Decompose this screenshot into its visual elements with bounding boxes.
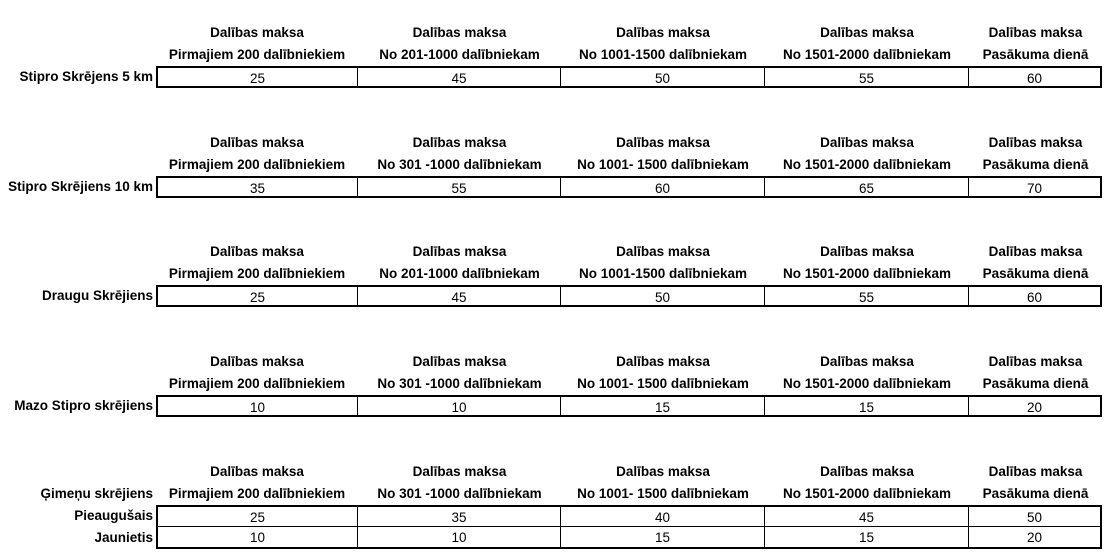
header-cell: No 301 -1000 dalībniekam bbox=[377, 376, 542, 391]
row-label: Pieaugušais bbox=[74, 508, 153, 523]
row-label: Stipro Skrējens 5 km bbox=[19, 69, 153, 84]
header-cell: Dalības maksa bbox=[210, 135, 304, 150]
price-cell[interactable]: 65 bbox=[765, 176, 969, 198]
row-label: Stipro Skrējiens 10 km bbox=[8, 179, 153, 194]
table-row bbox=[0, 176, 1108, 198]
header-cell: Pirmajiem 200 dalībniekiem bbox=[168, 157, 346, 172]
header-cell: Dalības maksa bbox=[988, 354, 1083, 369]
header-cell: Pasākuma dienā bbox=[982, 266, 1089, 281]
header-cell: Dalības maksa bbox=[988, 25, 1083, 40]
price-cell[interactable]: 55 bbox=[765, 285, 969, 307]
price-cell[interactable]: 50 bbox=[969, 505, 1102, 527]
header-cell: Dalības maksa bbox=[988, 464, 1083, 479]
header-cell: Dalības maksa bbox=[210, 244, 304, 259]
price-cell[interactable]: 10 bbox=[358, 395, 561, 417]
price-cell[interactable]: 55 bbox=[358, 176, 561, 198]
header-cell: Dalības maksa bbox=[988, 244, 1083, 259]
header-cell: No 201-1000 dalībniekam bbox=[379, 266, 540, 281]
header-cell: Dalības maksa bbox=[820, 354, 914, 369]
price-cell[interactable]: 25 bbox=[156, 505, 358, 527]
header-cell: Dalības maksa bbox=[616, 25, 710, 40]
header-cell: No 1001- 1500 dalībniekam bbox=[577, 376, 749, 391]
header-cell: Pirmajiem 200 dalībniekiem bbox=[168, 486, 346, 501]
price-cell[interactable]: 15 bbox=[765, 527, 969, 549]
header-cell: Dalības maksa bbox=[616, 464, 710, 479]
header-cell: Dalības maksa bbox=[988, 135, 1083, 150]
price-cell[interactable]: 25 bbox=[156, 285, 358, 307]
row-label: Jaunietis bbox=[94, 530, 153, 545]
header-cell: Dalības maksa bbox=[616, 135, 710, 150]
table-row bbox=[0, 395, 1108, 417]
price-cell[interactable]: 20 bbox=[969, 395, 1102, 417]
price-cell[interactable]: 70 bbox=[969, 176, 1102, 198]
header-cell: Dalības maksa bbox=[820, 244, 914, 259]
header-cell: No 1501-2000 dalībniekam bbox=[782, 47, 952, 62]
header-cell: No 1001- 1500 dalībniekam bbox=[577, 486, 749, 501]
header-cell: Dalības maksa bbox=[412, 135, 507, 150]
header-cell: Dalības maksa bbox=[820, 25, 914, 40]
header-cell: Dalības maksa bbox=[412, 244, 507, 259]
price-cell[interactable]: 45 bbox=[765, 505, 969, 527]
header-cell: Pasākuma dienā bbox=[982, 47, 1089, 62]
header-cell: Dalības maksa bbox=[820, 464, 914, 479]
price-cell[interactable]: 35 bbox=[156, 176, 358, 198]
header-cell: No 1501-2000 dalībniekam bbox=[782, 486, 952, 501]
header-cell: No 1501-2000 dalībniekam bbox=[782, 266, 952, 281]
group-label: Ģimeņu skrējiens bbox=[40, 486, 153, 501]
header-cell: No 1501-2000 dalībniekam bbox=[782, 157, 952, 172]
header-cell: Dalības maksa bbox=[412, 354, 507, 369]
header-cell: Dalības maksa bbox=[210, 464, 304, 479]
table-row bbox=[0, 285, 1108, 307]
header-cell: Dalības maksa bbox=[616, 354, 710, 369]
row-label: Mazo Stipro skrējiens bbox=[14, 398, 153, 413]
header-cell: No 201-1000 dalībniekam bbox=[379, 47, 540, 62]
price-cell[interactable]: 60 bbox=[969, 285, 1102, 307]
header-cell: No 1001-1500 dalībniekam bbox=[578, 47, 748, 62]
header-cell: Pasākuma dienā bbox=[982, 376, 1089, 391]
price-cell[interactable]: 55 bbox=[765, 66, 969, 88]
price-cell[interactable]: 45 bbox=[358, 66, 561, 88]
row-label: Draugu Skrējiens bbox=[41, 288, 153, 303]
header-cell: No 1501-2000 dalībniekam bbox=[782, 376, 952, 391]
header-cell: Dalības maksa bbox=[616, 244, 710, 259]
price-cell[interactable]: 20 bbox=[969, 527, 1102, 549]
price-cell[interactable]: 50 bbox=[561, 66, 765, 88]
table-row bbox=[0, 66, 1108, 88]
price-cell[interactable]: 15 bbox=[765, 395, 969, 417]
header-cell: No 1001- 1500 dalībniekam bbox=[577, 157, 749, 172]
price-cell[interactable]: 10 bbox=[358, 527, 561, 549]
header-cell: Dalības maksa bbox=[210, 25, 304, 40]
price-cell[interactable]: 50 bbox=[561, 285, 765, 307]
price-cell[interactable]: 45 bbox=[358, 285, 561, 307]
price-cell[interactable]: 15 bbox=[561, 395, 765, 417]
price-cell[interactable]: 10 bbox=[156, 395, 358, 417]
header-cell: Pirmajiem 200 dalībniekiem bbox=[168, 376, 346, 391]
header-cell: Pirmajiem 200 dalībniekiem bbox=[168, 47, 346, 62]
price-cell[interactable]: 10 bbox=[156, 527, 358, 549]
price-cell[interactable]: 35 bbox=[358, 505, 561, 527]
header-cell: Dalības maksa bbox=[820, 135, 914, 150]
header-cell: No 301 -1000 dalībniekam bbox=[377, 486, 542, 501]
price-cell[interactable]: 60 bbox=[561, 176, 765, 198]
table-row bbox=[0, 527, 1108, 549]
header-cell: Dalības maksa bbox=[412, 464, 507, 479]
header-cell: Pasākuma dienā bbox=[982, 486, 1089, 501]
header-cell: Pirmajiem 200 dalībniekiem bbox=[168, 266, 346, 281]
price-cell[interactable]: 40 bbox=[561, 505, 765, 527]
table-row bbox=[0, 505, 1108, 527]
header-cell: No 301 -1000 dalībniekam bbox=[377, 157, 542, 172]
header-cell: Dalības maksa bbox=[412, 25, 507, 40]
price-cell[interactable]: 25 bbox=[156, 66, 358, 88]
price-cell[interactable]: 15 bbox=[561, 527, 765, 549]
price-cell[interactable]: 60 bbox=[969, 66, 1102, 88]
header-cell: Pasākuma dienā bbox=[982, 157, 1089, 172]
header-cell: Dalības maksa bbox=[210, 354, 304, 369]
header-cell: No 1001-1500 dalībniekam bbox=[578, 266, 748, 281]
